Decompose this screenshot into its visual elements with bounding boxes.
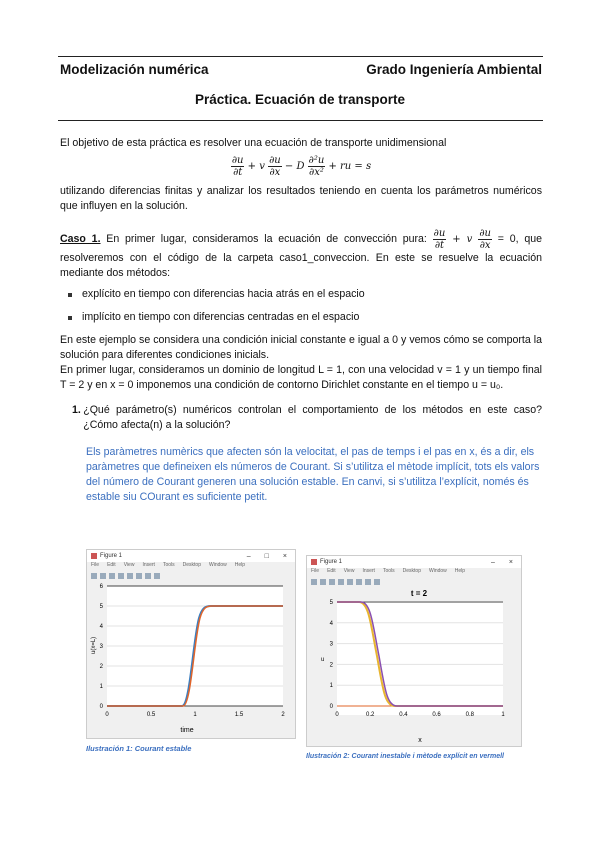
x-tick-label: 0.6: [432, 712, 441, 718]
figure-icon: [311, 559, 317, 565]
colorbar-icon[interactable]: [356, 579, 362, 585]
minimize-button[interactable]: –: [246, 552, 251, 560]
x-tick-label: 0.4: [399, 712, 408, 718]
y-axis-label: u(x=L): [91, 636, 97, 654]
figure1-caption: Ilustración 1: Courant estable: [86, 744, 192, 753]
y-tick-label: 1: [99, 684, 103, 690]
x-tick-label: 0.2: [366, 712, 375, 718]
close-button[interactable]: ×: [508, 558, 513, 566]
page-title: Práctica. Ecuación de transporte: [194, 92, 406, 107]
figure2-caption: Ilustración 2: Courant inestable i mètode explícit en vermell: [306, 753, 504, 760]
method-item: implícito en tiempo con diferencias centradas en el espacio: [60, 310, 542, 325]
menu-insert[interactable]: Insert: [362, 568, 375, 574]
figure-icon: [91, 553, 97, 559]
figure2-plot: [307, 586, 523, 746]
x-axis-label: time: [180, 727, 194, 734]
menu-edit[interactable]: Edit: [327, 568, 336, 574]
y-tick-label: 3: [99, 644, 103, 650]
y-tick-label: 3: [329, 641, 333, 648]
y-tick-label: 0: [99, 704, 103, 710]
axes-area: [337, 601, 503, 715]
x-tick-label: 1: [501, 712, 505, 718]
pointer-icon[interactable]: [154, 573, 160, 579]
menu-desktop[interactable]: Desktop: [402, 568, 421, 574]
menu-window[interactable]: Window: [428, 568, 447, 574]
menu-desktop[interactable]: Desktop: [182, 562, 201, 568]
toolbar: [307, 577, 521, 586]
domain-text: En primer lugar, consideramos un dominio de longitud L = 1, con una velocidad v = 1 y un tiempo final T = 2 y en x = 0 imponemos una condición de contorno Dirichlet constante en el tiempo u = u₀.: [60, 364, 542, 391]
zoom-icon[interactable]: [127, 573, 133, 579]
menu-insert[interactable]: Insert: [142, 562, 155, 568]
y-tick-label: 1: [329, 683, 333, 690]
question-1: 1. ¿Qué parámetro(s) numéricos controlan el comportamiento de los métodos en este caso? ¿Cómo afecta(n) a la solución?: [72, 404, 542, 431]
intro-text: El objetivo de esta práctica es resolver una ecuación de transporte unidimensional: [60, 137, 447, 149]
convection-equation: $\frac{\partial u}{\partial t}$ + v $\frac{\partial u}{\partial x}$: [433, 228, 491, 251]
figure2-window: Figure 1 – × File Edit View Insert Tools Desktop Window Help t = 2 0 1 2 3 4 5 0 0.2 0.4 0.6 0.8 1 u x: [306, 555, 522, 747]
pointer-icon[interactable]: [374, 579, 380, 585]
x-tick-label: 0: [105, 712, 109, 718]
menu-tools[interactable]: Tools: [382, 568, 395, 574]
menu-help[interactable]: Help: [454, 568, 466, 574]
menu-view[interactable]: View: [343, 568, 355, 574]
x-tick-label: 0: [335, 712, 339, 718]
header-rule-bottom: [58, 120, 543, 121]
minimize-button[interactable]: –: [491, 558, 495, 566]
menu-file[interactable]: File: [91, 562, 100, 568]
print-icon[interactable]: [118, 573, 124, 579]
menu-tools[interactable]: Tools: [162, 562, 175, 568]
close-button[interactable]: ×: [282, 552, 287, 560]
menu-edit[interactable]: Edit: [107, 562, 116, 568]
y-axis-label: u: [321, 657, 325, 663]
menu-window[interactable]: Window: [208, 562, 227, 568]
header-rule-top: [58, 56, 543, 57]
toolbar: [87, 571, 295, 580]
course-name: Modelización numérica: [60, 62, 209, 77]
y-tick-label: 4: [329, 620, 333, 627]
menu-file[interactable]: File: [311, 568, 320, 574]
open-icon[interactable]: [320, 579, 326, 585]
x-tick-label: 0.8: [465, 712, 474, 718]
caso1-paragraph: Caso 1. En primer lugar, consideramos la ecuación de convección pura: $\frac{\partial u}{\partial t}$ + v $\frac{\partial u}{\partial x}$ = 0, que resolveremos con el código de la carpeta caso1_conveccion. En este se resuelve la ecuación mediante dos métodos:: [60, 228, 543, 279]
legend-icon[interactable]: [365, 579, 371, 585]
y-tick-label: 5: [329, 600, 333, 606]
plot-title: t = 2: [410, 589, 428, 598]
menu-view[interactable]: View: [123, 562, 135, 568]
menu-help[interactable]: Help: [234, 562, 246, 568]
figure1-plot: [87, 580, 297, 738]
x-axis-label: x: [418, 737, 422, 744]
y-tick-label: 0: [329, 704, 333, 710]
y-tick-label: 2: [329, 662, 333, 669]
y-tick-label: 4: [99, 624, 103, 630]
x-tick-label: 1.5: [234, 712, 244, 718]
new-icon[interactable]: [311, 579, 317, 585]
y-tick-label: 6: [99, 584, 103, 590]
menu-bar: [307, 568, 521, 577]
maximize-button[interactable]: □: [264, 552, 269, 560]
print-icon[interactable]: [338, 579, 344, 585]
zoom-icon[interactable]: [347, 579, 353, 585]
menu-bar: [87, 562, 295, 571]
save-icon[interactable]: [109, 573, 115, 579]
x-tick-label: 2: [281, 712, 285, 718]
initial-condition-text: En este ejemplo se considera una condición inicial constante e igual a 0 y vemos cómo se comporta la solución para diferentes condiciones inicials.: [60, 334, 542, 361]
figure1-window: Figure 1 – □ × File Edit View Insert Tools Desktop Window Help 0 1 2 3 4 5 6 0 0.5 1 1.5 2 u(x=L) time: [86, 549, 296, 739]
colorbar-icon[interactable]: [136, 573, 142, 579]
y-tick-label: 2: [99, 664, 103, 670]
save-icon[interactable]: [329, 579, 335, 585]
transport-equation: $\frac{\partial u}{\partial t}$ + v $\frac{\partial u}{\partial x}$ − D $\frac{\text{∂²u}}{\text{∂x²}}$ + ru = s: [231, 155, 372, 178]
legend-icon[interactable]: [145, 573, 151, 579]
x-tick-label: 1: [193, 712, 197, 718]
x-tick-label: 0.5: [146, 712, 156, 718]
new-icon[interactable]: [91, 573, 97, 579]
answer-text: Els paràmetres numèrics que afecten són la velocitat, el pas de temps i el pas en x, és a dir, els paràmetres que defineixen els números de Courant. Si s’utilitza el mètode implícit, tots els valors del número de Courant generen una solución estable. En canvi, si s’utilitza l’explícit, només és estable siu COurant es suficiente petit.: [86, 446, 540, 503]
method-item: explícito en tiempo con diferencias hacia atrás en el espacio: [60, 287, 542, 302]
intro-text-2: utilizando diferencias finitas y analizar los resultados teniendo en cuenta los parámetros numéricos que influyen en la solución.: [60, 185, 542, 212]
degree-name: Grado Ingeniería Ambiental: [366, 62, 542, 77]
open-icon[interactable]: [100, 573, 106, 579]
y-tick-label: 5: [99, 604, 103, 610]
